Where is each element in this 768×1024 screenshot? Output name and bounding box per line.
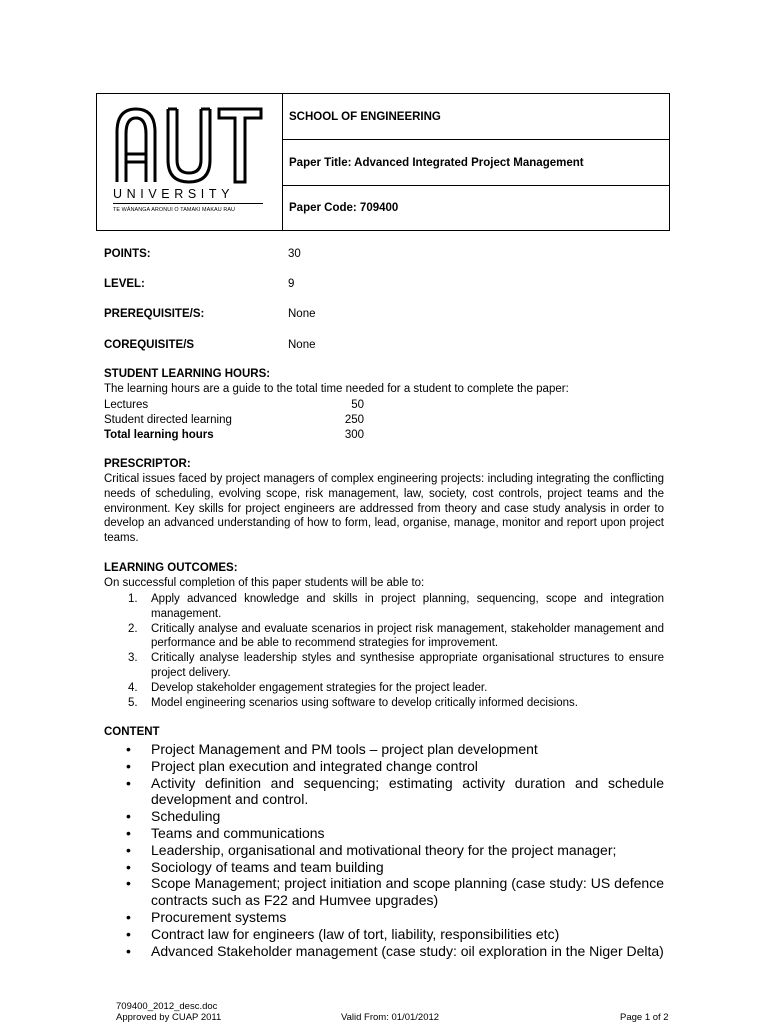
paper-title: Paper Title: Advanced Integrated Project Management <box>283 140 670 186</box>
outcome-text: Model engineering scenarios using software to develop critically informed decisions. <box>151 696 578 709</box>
bullet-icon: • <box>126 858 131 875</box>
outcome-text: Apply advanced knowledge and skills in project planning, sequencing, scope and integration management. <box>151 593 664 620</box>
aut-logo <box>113 106 265 184</box>
outcome-text: Critically analyse leadership styles and synthesise appropriate organisational structures to ensure project delivery. <box>151 652 664 679</box>
hours-label: Student directed learning <box>104 413 232 426</box>
logo-university-text: UNIVERSITY <box>113 187 235 201</box>
bullet-icon: • <box>126 808 131 825</box>
outcome-item <box>104 696 664 711</box>
detail-value: 30 <box>288 248 301 260</box>
detail-value: 9 <box>288 278 295 290</box>
school-name: SCHOOL OF ENGINEERING <box>283 94 670 140</box>
outcomes-list <box>104 592 664 710</box>
outcome-number: 4. <box>128 681 138 694</box>
prescriptor-text: Critical issues faced by project managers of complex engineering projects: including integrating the conflicting needs of scheduling, evolving scope, risk management, law, society, cost controls, project teams and the environment. Key skills for project engineers are addressed from theory and case study analysis in order to develop an advanced understanding of how to form, lead, organise, manage, monitor and report upon project teams. <box>104 473 664 545</box>
detail-label: LEVEL: <box>104 278 145 290</box>
content-item <box>104 741 664 758</box>
detail-value: None <box>288 339 316 351</box>
footer-valid: Valid From: 01/01/2012 <box>341 1012 440 1023</box>
logo-tagline: TE WĀNANGA ARONUI O TAMAKI MAKAU RAU <box>113 207 236 213</box>
content-item <box>104 943 664 960</box>
outcomes-intro: On successful completion of this paper students will be able to: <box>104 577 425 589</box>
detail-label: POINTS: <box>104 248 151 260</box>
bullet-icon: • <box>126 875 131 892</box>
bullet-icon: • <box>126 841 131 858</box>
content-list <box>104 741 664 959</box>
bullet-icon: • <box>126 942 131 959</box>
outcome-text: Critically analyse and evaluate scenarios in project risk management, stakeholder management and performance and be able to recommend strategies for improvement. <box>151 622 664 650</box>
detail-label: COREQUISITE/S <box>104 339 195 351</box>
outcome-item <box>104 592 664 622</box>
bullet-icon: • <box>126 908 131 925</box>
content-item <box>104 842 664 859</box>
outcome-text: Develop stakeholder engagement strategies for the project leader. <box>151 681 488 694</box>
content-text: Scope Management; project initiation and scope planning (case study: US defence contracts such as F22 and Humvee upgrades) <box>151 875 664 909</box>
outcome-number: 1. <box>128 593 138 605</box>
content-text: Project Management and PM tools – project plan development <box>151 741 538 757</box>
content-item <box>104 808 664 825</box>
content-text: Contract law for engineers (law of tort, liability, responsibilities etc) <box>151 925 560 942</box>
content-text: Project plan execution and integrated change control <box>151 757 478 774</box>
content-item <box>104 825 664 842</box>
prescriptor-heading: PRESCRIPTOR: <box>104 458 191 470</box>
content-text: Advanced Stakeholder management (case study: oil exploration in the Niger Delta) <box>151 942 664 959</box>
content-item <box>104 926 664 943</box>
bullet-icon: • <box>126 741 131 757</box>
hours-value: 300 <box>344 428 364 441</box>
hours-value: 50 <box>351 399 364 411</box>
logo-divider <box>113 203 263 204</box>
hours-label: Total learning hours <box>104 428 214 441</box>
bullet-icon: • <box>126 925 131 942</box>
learning-hours-table <box>104 398 364 442</box>
content-item <box>104 859 664 876</box>
hours-label: Lectures <box>104 399 149 411</box>
logo-cell <box>97 94 283 230</box>
learning-hours-intro: The learning hours are a guide to the total time needed for a student to complete the paper: <box>104 383 569 395</box>
bullet-icon: • <box>126 824 131 841</box>
learning-hours-heading: STUDENT LEARNING HOURS: <box>104 368 271 380</box>
content-text: Leadership, organisational and motivational theory for the project manager; <box>151 841 617 858</box>
content-item <box>104 775 664 809</box>
paper-code: Paper Code: 709400 <box>289 202 399 214</box>
bullet-icon: • <box>126 757 131 774</box>
content-text: Procurement systems <box>151 908 287 925</box>
hours-value: 250 <box>344 413 364 426</box>
footer-filename: 709400_2012_desc.doc <box>116 1001 218 1012</box>
content-text: Scheduling <box>151 808 221 825</box>
content-item <box>104 758 664 775</box>
outcome-item <box>104 622 664 652</box>
detail-value: None <box>288 308 316 320</box>
content-item <box>104 875 664 909</box>
content-text: Sociology of teams and team building <box>151 858 384 875</box>
outcome-number: 3. <box>128 652 138 665</box>
detail-label: PREREQUISITE/S: <box>104 308 205 320</box>
footer-page: Page 1 of 2 <box>620 1012 669 1023</box>
outcomes-heading: LEARNING OUTCOMES: <box>104 562 238 574</box>
content-heading: CONTENT <box>104 726 160 738</box>
hours-row-total <box>104 428 364 443</box>
header-table <box>96 93 670 231</box>
footer-approved: Approved by CUAP 2011 <box>116 1012 222 1023</box>
bullet-icon: • <box>126 774 131 791</box>
hours-row <box>104 398 364 413</box>
content-item <box>104 909 664 926</box>
content-text: Teams and communications <box>151 824 325 841</box>
footer-left <box>116 1001 221 1023</box>
outcome-item <box>104 651 664 681</box>
hours-row <box>104 413 364 428</box>
content-text: Activity definition and sequencing; estimating activity duration and schedule development and control. <box>151 774 664 808</box>
outcome-number: 5. <box>128 696 138 709</box>
outcome-number: 2. <box>128 622 138 635</box>
outcome-item <box>104 681 664 696</box>
